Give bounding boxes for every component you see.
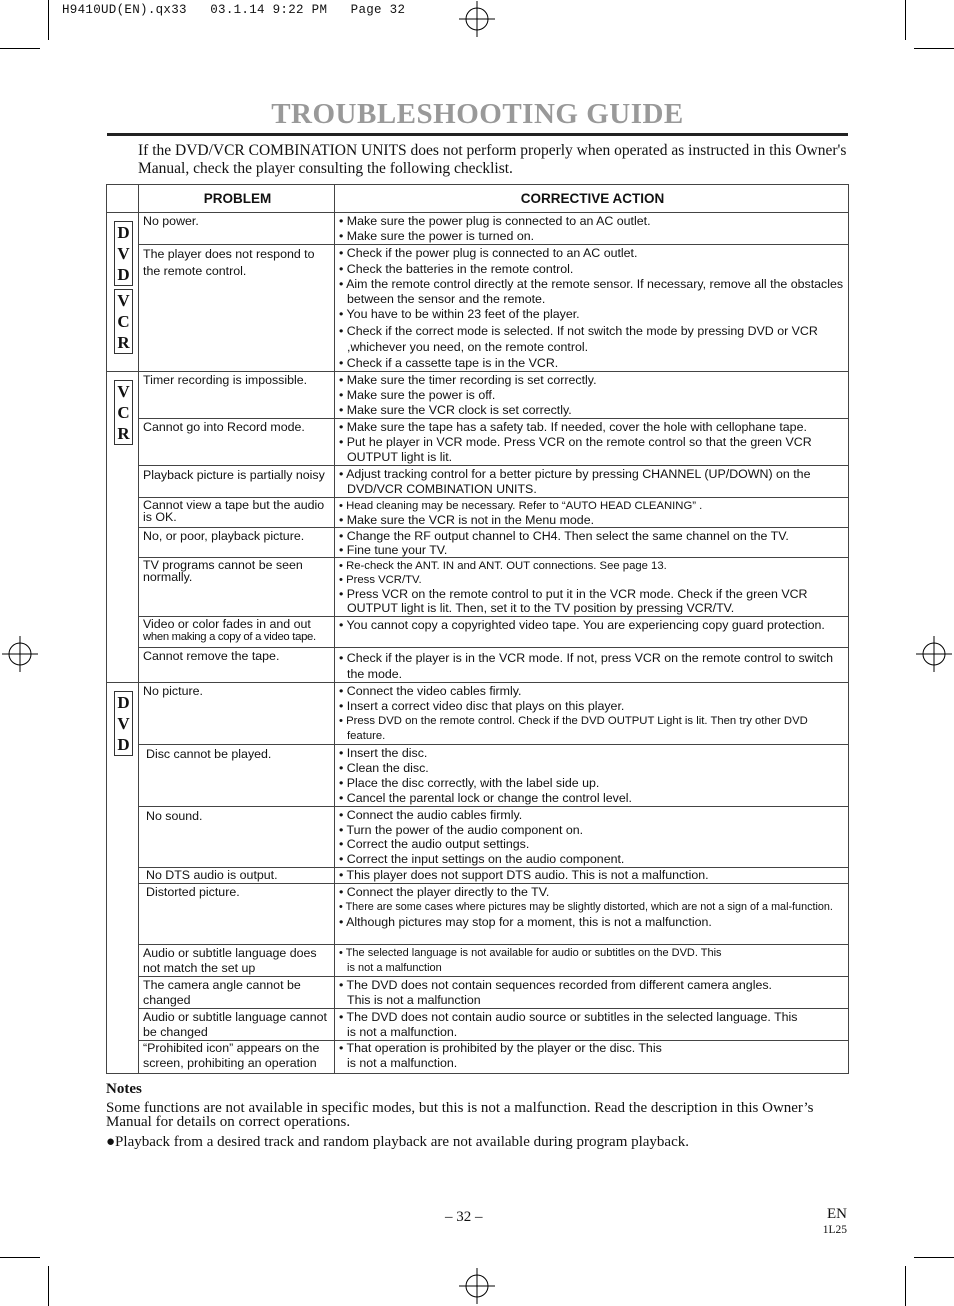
action-item: • Fine tune your TV.	[339, 543, 448, 557]
category-label-dvd	[114, 221, 133, 286]
table-row	[107, 1009, 849, 1041]
problem-cell	[139, 1041, 335, 1074]
table-row	[107, 1041, 849, 1074]
crop-mark	[905, 1266, 906, 1306]
language-code	[823, 1206, 847, 1238]
table-row	[107, 617, 849, 648]
category-letter: C	[117, 312, 130, 331]
troubleshooting-table	[106, 184, 849, 1074]
table-row	[107, 868, 849, 884]
action-cell	[335, 466, 849, 498]
crop-mark	[48, 0, 49, 40]
action-header: CORRECTIVE ACTION	[335, 185, 849, 213]
printer-slug: H9410UD(EN).qx33 03.1.14 9:22 PM Page 32	[62, 3, 406, 17]
action-cell	[335, 745, 849, 807]
action-item: • The selected language is not available for audio or subtitles on the DVD. This is not a malfunction	[339, 947, 722, 974]
action-cell	[335, 648, 849, 683]
intro-paragraph: If the DVD/VCR COMBINATION UNITS does not perform properly when operated as instructed in this Owner's Manual, check the player consulting the following checklist.	[138, 142, 847, 177]
action-item: • Insert the disc.	[339, 746, 428, 760]
category-letter: D	[117, 265, 130, 284]
action-item: • The DVD does not contain sequences recorded from different camera angles. This is not a malfunction	[339, 978, 772, 1007]
table-row	[107, 498, 849, 528]
action-item: • The DVD does not contain audio source or subtitles in the selected language. This is not a malfunction.	[339, 1010, 798, 1039]
action-cell	[335, 1041, 849, 1074]
action-cell	[335, 372, 849, 419]
problem-text: The player does not respond to the remote control.	[143, 247, 315, 278]
problem-cell	[139, 245, 335, 372]
table-row	[107, 945, 849, 977]
action-item: • Clean the disc.	[339, 761, 429, 775]
category-letter: V	[117, 244, 130, 263]
action-item: • Although pictures may stop for a moment, this is not a malfunction.	[339, 915, 712, 929]
category-label-vcr	[114, 289, 133, 354]
problem-cell	[139, 617, 335, 648]
registration-mark-icon	[459, 1, 495, 37]
category-dvd-vcr	[107, 213, 139, 372]
action-cell	[335, 245, 849, 372]
problem-header: PROBLEM	[139, 185, 335, 213]
problem-cell	[139, 372, 335, 419]
table-header	[107, 185, 849, 213]
crop-mark	[914, 48, 954, 49]
language-label: EN	[827, 1206, 847, 1222]
problem-text: The camera angle cannot be changed	[143, 978, 301, 1007]
action-item: • Head cleaning may be necessary. Refer to “AUTO HEAD CLEANING” .	[339, 500, 703, 512]
action-cell	[335, 884, 849, 945]
category-letter: V	[117, 714, 130, 733]
action-item: • Press DVD on the remote control. Check if the DVD OUTPUT Light is lit. Then try other DVD feature.	[339, 715, 808, 742]
problem-cell	[139, 498, 335, 528]
action-cell	[335, 419, 849, 466]
problem-text: Playback picture is partially noisy	[143, 468, 325, 482]
action-cell	[335, 945, 849, 977]
problem-text: Disc cannot be played.	[146, 747, 272, 761]
registration-mark-icon	[459, 1268, 495, 1304]
registration-mark-icon	[916, 636, 952, 672]
category-letter: R	[117, 333, 130, 352]
action-item: • Connect the audio cables firmly.	[339, 808, 523, 822]
page-title: TROUBLESHOOTING GUIDE	[271, 98, 684, 130]
action-item: • Make sure the tape has a safety tab. If needed, cover the hole with cellophane tape.	[339, 420, 807, 434]
problem-cell	[139, 558, 335, 617]
action-item: • You have to be within 23 feet of the player.	[339, 307, 580, 321]
table-row	[107, 884, 849, 945]
crop-mark	[48, 1266, 49, 1306]
category-letter: R	[117, 424, 130, 443]
action-item: • There are some cases where pictures may be slightly distorted, which are not a sign of a mal-function.	[339, 901, 833, 913]
action-item: • Cancel the parental lock or change the control level.	[339, 791, 632, 805]
action-item: • Check if the power plug is connected to an AC outlet.	[339, 246, 638, 260]
problem-cell	[139, 884, 335, 945]
action-item: • Insert a correct video disc that plays on this player.	[339, 699, 625, 713]
crop-mark	[905, 0, 906, 40]
table-row	[107, 807, 849, 868]
action-item: • Check if the correct mode is selected. If not switch the mode by pressing DVD or VCR ,whichever you need, on the remote control.	[339, 324, 818, 354]
problem-text: Cannot view a tape but the audio is OK.	[143, 498, 325, 524]
table-row	[107, 528, 849, 558]
category-label-vcr	[114, 380, 133, 445]
category-letter: V	[117, 291, 130, 310]
problem-text: Audio or subtitle language does not match the set up	[143, 946, 317, 975]
crop-mark	[914, 1257, 954, 1258]
action-cell	[335, 558, 849, 617]
action-cell	[335, 977, 849, 1009]
problem-cell	[139, 745, 335, 807]
category-header	[107, 185, 139, 213]
table-row	[107, 745, 849, 807]
action-item: • Put he player in VCR mode. Press VCR on the remote control so that the green VCR OUTPUT light is lit.	[339, 435, 812, 464]
action-item: • Check the batteries in the remote control.	[339, 262, 574, 276]
action-cell	[335, 1009, 849, 1041]
problem-cell	[139, 1009, 335, 1041]
action-item: • Re-check the ANT. IN and ANT. OUT connections. See page 13.	[339, 560, 667, 572]
problem-cell	[139, 945, 335, 977]
action-item: • Connect the video cables firmly.	[339, 684, 522, 698]
action-item: • This player does not support DTS audio. This is not a malfunction.	[339, 868, 709, 882]
category-letter: D	[117, 735, 130, 754]
action-item: • Check if the player is in the VCR mode. If not, press VCR on the remote control to switch the mode.	[339, 651, 833, 681]
problem-cell	[139, 868, 335, 884]
problem-text: Video or color fades in and out	[143, 617, 311, 631]
problem-cell	[139, 648, 335, 683]
problem-text: Distorted picture.	[146, 885, 240, 899]
action-item: • Press VCR on the remote control to put it in the VCR mode. Check if the green VCR OUTPUT light is lit. Then, set it to the TV position by pressing VCR/TV.	[339, 587, 808, 615]
notes-section	[106, 1081, 851, 1151]
action-item: • Press VCR/TV.	[339, 574, 422, 586]
action-item: • Make sure the VCR is not in the Menu mode.	[339, 513, 595, 527]
table-row	[107, 372, 849, 419]
problem-text: Timer recording is impossible.	[143, 373, 308, 387]
category-label-dvd	[114, 691, 133, 756]
problem-text: Cannot go into Record mode.	[143, 420, 305, 434]
action-item: • That operation is prohibited by the player or the disc. This is not a malfunction.	[339, 1041, 662, 1070]
action-item: • Correct the audio output settings.	[339, 837, 530, 851]
problem-text: No power.	[143, 214, 199, 228]
category-letter: C	[117, 403, 130, 422]
action-item: • Check if a cassette tape is in the VCR.	[339, 356, 559, 370]
problem-cell	[139, 466, 335, 498]
action-item: • Change the RF output channel to CH4. Then select the same channel on the TV.	[339, 529, 789, 543]
problem-text: “Prohibited icon” appears on the screen, prohibiting an operation	[143, 1041, 320, 1070]
action-item: • Make sure the power plug is connected to an AC outlet.	[339, 214, 651, 228]
crop-mark	[0, 48, 40, 49]
problem-cell	[139, 528, 335, 558]
action-item: • Place the disc correctly, with the label side up.	[339, 776, 600, 790]
action-cell	[335, 617, 849, 648]
table-row	[107, 245, 849, 372]
action-item: • Make sure the VCR clock is set correctly.	[339, 403, 572, 417]
table-row	[107, 419, 849, 466]
action-cell	[335, 498, 849, 528]
problem-text: No DTS audio is output.	[146, 868, 278, 882]
problem-text: when making a copy of a video tape.	[143, 631, 316, 643]
action-item: • Make sure the timer recording is set correctly.	[339, 373, 597, 387]
action-item: • Make sure the power is turned on.	[339, 229, 535, 243]
problem-cell	[139, 213, 335, 245]
problem-cell	[139, 977, 335, 1009]
action-item: • Correct the input settings on the audio component.	[339, 851, 625, 866]
table-row	[107, 466, 849, 498]
action-item: • Make sure the power is off.	[339, 388, 496, 402]
table-row	[107, 977, 849, 1009]
action-item: • Connect the player directly to the TV.	[339, 885, 550, 899]
problem-text: No, or poor, playback picture.	[143, 529, 305, 543]
table-row	[107, 648, 849, 683]
action-item: • Turn the power of the audio component on.	[339, 822, 584, 837]
title-rule	[107, 133, 848, 136]
category-vcr	[107, 372, 139, 683]
problem-text: Cannot remove the tape.	[143, 649, 280, 663]
category-letter: V	[117, 382, 130, 401]
action-item: • Aim the remote control directly at the remote sensor. If necessary, remove all the obstacles between the sensor and the remote.	[339, 277, 844, 306]
category-letter: D	[117, 693, 130, 712]
action-cell	[335, 528, 849, 558]
problem-cell	[139, 419, 335, 466]
problem-cell	[139, 683, 335, 745]
category-dvd	[107, 683, 139, 1074]
action-item: • Adjust tracking control for a better picture by pressing CHANNEL (UP/DOWN) on the DVD/VCR COMBINATION UNITS.	[339, 467, 811, 496]
notes-bullet: ●Playback from a desired track and random playback are not available during program playback.	[106, 1134, 690, 1150]
action-cell	[335, 683, 849, 745]
registration-mark-icon	[2, 636, 38, 672]
table-row	[107, 213, 849, 245]
problem-cell	[139, 807, 335, 868]
action-cell	[335, 807, 849, 868]
action-item: • You cannot copy a copyrighted video tape. You are experiencing copy guard protection.	[339, 618, 825, 632]
document-code: 1L25	[822, 1224, 847, 1236]
problem-text: No picture.	[143, 684, 203, 698]
action-cell	[335, 868, 849, 884]
notes-heading: Notes	[106, 1081, 142, 1097]
notes-text: Some functions are not available in specific modes, but this is not a malfunction. Read the description in this Owner’s Manual for details on correct operations.	[106, 1100, 814, 1130]
problem-text: No sound.	[146, 809, 203, 823]
crop-mark	[0, 1257, 40, 1258]
category-letter: D	[117, 223, 130, 242]
table-row	[107, 683, 849, 745]
page-number: – 32 –	[445, 1209, 483, 1225]
action-cell	[335, 213, 849, 245]
problem-text: Audio or subtitle language cannot be changed	[143, 1010, 327, 1039]
problem-text: TV programs cannot be seen normally.	[143, 558, 303, 584]
table-row	[107, 558, 849, 617]
